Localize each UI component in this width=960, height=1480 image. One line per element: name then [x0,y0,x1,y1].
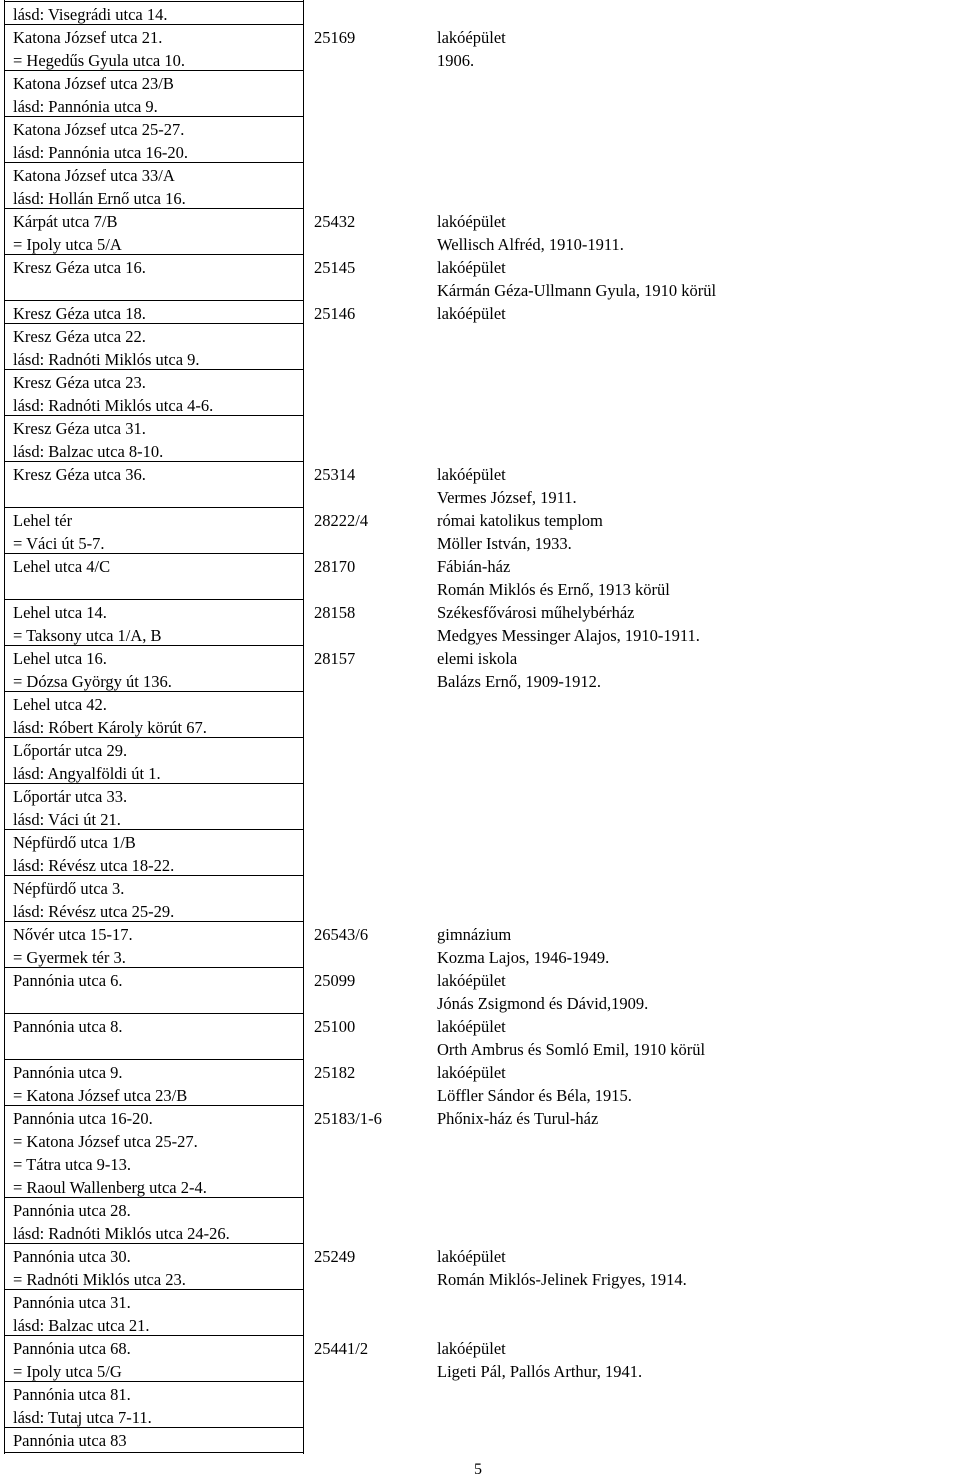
description-cell [437,26,957,72]
description-cell [437,509,957,555]
building-type: lakóépület [437,258,506,277]
address-line: Kresz Géza utca 22. [13,327,146,346]
table-row [0,26,960,72]
table-row [0,417,960,463]
registry-id-cell [314,1337,434,1360]
address-line: lásd: Váci út 21. [13,810,121,829]
architect-and-date: Kármán Géza-Ullmann Gyula, 1910 körül [437,281,717,300]
registry-id-cell [314,256,434,279]
registry-id-cell [314,302,434,325]
address-line: Lehel utca 14. [13,603,107,622]
table-row [0,831,960,877]
table-row [0,555,960,601]
row-separator [4,1243,303,1244]
table-row [0,785,960,831]
address-cell [13,26,301,72]
address-line: = Ipoly utca 5/G [13,1362,122,1381]
registry-id [314,877,434,900]
registry-id [314,417,434,440]
architect-and-date: Vermes József, 1911. [437,488,577,507]
building-type: gimnázium [437,925,512,944]
registry-id-cell [314,1015,434,1038]
description-cell [437,302,957,325]
address-line: lásd: Balzac utca 21. [13,1316,150,1335]
registry-id: 25249 [314,1247,356,1266]
address-line: Nővér utca 15-17. [13,925,133,944]
address-cell [13,118,301,164]
description-cell [437,555,957,601]
address-cell [13,1199,301,1245]
row-separator [4,1197,303,1198]
registry-id-cell [314,1199,434,1222]
address-line: Katona József utca 25-27. [13,120,185,139]
table-row [0,371,960,417]
description-cell [437,1337,957,1383]
address-cell [13,1245,301,1291]
registry-id-cell [314,877,434,900]
table-row [0,1107,960,1199]
address-line: Kresz Géza utca 16. [13,258,146,277]
registry-id-cell [314,739,434,762]
row-separator [4,70,303,71]
table-row [0,1061,960,1107]
building-type: lakóépület [437,971,506,990]
address-cell [13,647,301,693]
address-cell [13,164,301,210]
address-cell [13,3,301,26]
registry-id-cell [314,647,434,670]
registry-id-cell [314,785,434,808]
registry-id [314,1291,434,1314]
address-line: = Taksony utca 1/A, B [13,626,162,645]
row-separator [4,254,303,255]
building-type: lakóépület [437,1247,506,1266]
table-row [0,647,960,693]
row-separator [4,1335,303,1336]
address-line: Kresz Géza utca 23. [13,373,146,392]
registry-id-cell [314,601,434,624]
address-line: Kresz Géza utca 36. [13,465,146,484]
address-cell [13,1061,301,1107]
registry-id: 26543/6 [314,925,369,944]
building-type: lakóépület [437,28,506,47]
address-line: Katona József utca 21. [13,28,163,47]
building-type: lakóépület [437,1063,506,1082]
description-cell [437,923,957,969]
address-line: lásd: Radnóti Miklós utca 4-6. [13,396,214,415]
address-line: lásd: Angyalföldi út 1. [13,764,161,783]
address-line: Pannónia utca 6. [13,971,123,990]
registry-id [314,1383,434,1406]
address-line: lásd: Révész utca 18-22. [13,856,175,875]
address-cell [13,1015,301,1038]
row-separator [4,691,303,692]
address-line: Pannónia utca 81. [13,1385,131,1404]
address-cell [13,417,301,463]
table-row [0,3,960,26]
address-cell [13,1107,301,1199]
address-line: lásd: Pannónia utca 9. [13,97,158,116]
registry-id-cell [314,118,434,141]
address-cell [13,302,301,325]
registry-id-cell [314,1245,434,1268]
table-row [0,693,960,739]
registry-id [314,785,434,808]
row-separator [4,162,303,163]
address-line: Pannónia utca 31. [13,1293,131,1312]
table-row [0,923,960,969]
registry-id: 25100 [314,1017,356,1036]
architect-and-date: Löffler Sándor és Béla, 1915. [437,1086,632,1105]
table-row [0,72,960,118]
address-line: Lehel utca 16. [13,649,107,668]
registry-id: 25183/1-6 [314,1109,382,1128]
registry-id-cell [314,1291,434,1314]
registry-id-cell [314,509,434,532]
registry-id: 28170 [314,557,356,576]
row-separator [4,116,303,117]
description-cell [437,210,957,256]
building-type: lakóépület [437,304,506,323]
address-line: Kresz Géza utca 18. [13,304,146,323]
registry-id-cell [314,3,434,26]
page-number: 5 [474,1461,482,1478]
address-line: lásd: Hollán Ernő utca 16. [13,189,186,208]
address-line: = Ipoly utca 5/A [13,235,122,254]
description-cell [437,463,957,509]
registry-id: 25099 [314,971,356,990]
address-cell [13,1383,301,1429]
address-cell [13,210,301,256]
table-row [0,256,960,302]
table-row [0,739,960,785]
address-line: Lőportár utca 33. [13,787,128,806]
address-line: = Gyermek tér 3. [13,948,126,967]
table-row [0,1015,960,1061]
address-line: = Hegedűs Gyula utca 10. [13,51,185,70]
row-separator [4,1289,303,1290]
address-line: lásd: Radnóti Miklós utca 9. [13,350,200,369]
architect-and-date: Kozma Lajos, 1946-1949. [437,948,610,967]
address-line: Katona József utca 33/A [13,166,175,185]
registry-id-cell [314,1429,434,1452]
row-separator [4,645,303,646]
building-type: Székesfővárosi műhelybérház [437,603,635,622]
building-type: elemi iskola [437,649,518,668]
description-cell [437,1107,957,1130]
address-line: = Raoul Wallenberg utca 2-4. [13,1178,207,1197]
registry-id: 28157 [314,649,356,668]
address-line: Pannónia utca 30. [13,1247,131,1266]
address-line: Pannónia utca 83 [13,1431,127,1450]
address-line: lásd: Pannónia utca 16-20. [13,143,189,162]
registry-id [314,371,434,394]
row-separator [4,300,303,301]
address-line: Lehel utca 4/C [13,557,111,576]
row-separator [4,24,303,25]
table-row [0,1337,960,1383]
registry-id [314,1199,434,1222]
address-line: Kresz Géza utca 31. [13,419,146,438]
table-row [0,164,960,210]
architect-and-date: Möller István, 1933. [437,534,572,553]
registry-id [314,831,434,854]
description-cell [437,969,957,1015]
registry-id [314,739,434,762]
registry-id [314,693,434,716]
row-separator [4,507,303,508]
registry-id-cell [314,417,434,440]
registry-id-cell [314,72,434,95]
row-separator [4,369,303,370]
table-row [0,877,960,923]
address-line: lásd: Balzac utca 8-10. [13,442,164,461]
registry-id-cell [314,325,434,348]
architect-and-date: Balázs Ernő, 1909-1912. [437,672,602,691]
address-line: = Radnóti Miklós utca 23. [13,1270,186,1289]
address-line: Lehel utca 42. [13,695,107,714]
address-line: = Váci út 5-7. [13,534,105,553]
table-row [0,1245,960,1291]
address-cell [13,693,301,739]
description-cell [437,647,957,693]
table-row [0,601,960,647]
address-cell [13,969,301,992]
table-bottom-border [4,1452,303,1453]
architect-and-date: Orth Ambrus és Somló Emil, 1910 körül [437,1040,706,1059]
address-cell [13,325,301,371]
description-cell [437,601,957,647]
address-cell [13,1429,301,1452]
registry-id-cell [314,210,434,233]
address-cell [13,72,301,118]
row-separator [4,829,303,830]
registry-id: 28222/4 [314,511,369,530]
building-type: római katolikus templom [437,511,603,530]
registry-id [314,72,434,95]
address-line: Népfürdő utca 1/B [13,833,136,852]
address-line: Kárpát utca 7/B [13,212,118,231]
architect-and-date: Wellisch Alfréd, 1910-1911. [437,235,624,254]
registry-id [314,118,434,141]
address-line: lásd: Révész utca 25-29. [13,902,175,921]
row-separator [4,967,303,968]
row-separator [4,875,303,876]
registry-id-cell [314,969,434,992]
registry-id: 25146 [314,304,356,323]
registry-id: 25182 [314,1063,356,1082]
architect-and-date: Medgyes Messinger Alajos, 1910-1911. [437,626,700,645]
architect-and-date: Román Miklós és Ernő, 1913 körül [437,580,670,599]
architect-and-date: Jónás Zsigmond és Dávid,1909. [437,994,649,1013]
description-cell [437,1061,957,1107]
address-cell [13,877,301,923]
address-line: Katona József utca 23/B [13,74,174,93]
description-cell [437,1015,957,1061]
table-row [0,210,960,256]
registry-id-cell [314,463,434,486]
address-line: Lőportár utca 29. [13,741,128,760]
registry-id-cell [314,26,434,49]
registry-id-cell [314,555,434,578]
address-cell [13,1337,301,1383]
address-line: = Tátra utca 9-13. [13,1155,132,1174]
address-line: Pannónia utca 16-20. [13,1109,153,1128]
registry-id-cell [314,923,434,946]
address-line: Pannónia utca 68. [13,1339,131,1358]
address-line: lásd: Visegrádi utca 14. [13,5,168,24]
table-row [0,1199,960,1245]
address-line: lásd: Tutaj utca 7-11. [13,1408,152,1427]
address-line: lásd: Róbert Károly körút 67. [13,718,207,737]
address-cell [13,831,301,877]
registry-id-cell [314,1107,434,1130]
registry-id-cell [314,1383,434,1406]
registry-id-cell [314,371,434,394]
architect-and-date: Ligeti Pál, Pallós Arthur, 1941. [437,1362,643,1381]
address-cell [13,739,301,785]
row-separator [4,783,303,784]
registry-id: 25145 [314,258,356,277]
row-separator [4,1,303,2]
address-cell [13,555,301,578]
row-separator [4,208,303,209]
address-line: Lehel tér [13,511,73,530]
address-cell [13,601,301,647]
registry-id [314,325,434,348]
row-separator [4,1427,303,1428]
address-line: Népfürdő utca 3. [13,879,125,898]
table-row [0,302,960,325]
registry-id: 25432 [314,212,356,231]
address-line: = Katona József utca 25-27. [13,1132,198,1151]
table-row [0,969,960,1015]
registry-id-cell [314,693,434,716]
address-cell [13,1291,301,1337]
building-type: lakóépület [437,1017,506,1036]
building-type: Phőnix-ház és Turul-ház [437,1109,599,1128]
row-separator [4,323,303,324]
registry-id: 25169 [314,28,356,47]
row-separator [4,1105,303,1106]
registry-id: 25314 [314,465,356,484]
building-type: lakóépület [437,465,506,484]
address-line: Pannónia utca 9. [13,1063,123,1082]
table-row [0,463,960,509]
description-cell [437,1245,957,1291]
address-cell [13,256,301,279]
address-line: = Katona József utca 23/B [13,1086,188,1105]
address-line: = Dózsa György út 136. [13,672,172,691]
registry-id [314,1429,434,1452]
row-separator [4,737,303,738]
address-cell [13,785,301,831]
table-row [0,509,960,555]
address-line: Pannónia utca 28. [13,1201,131,1220]
address-line: Pannónia utca 8. [13,1017,123,1036]
row-separator [4,1381,303,1382]
row-separator [4,599,303,600]
table-row [0,1291,960,1337]
table-row [0,1383,960,1429]
row-separator [4,921,303,922]
table-row [0,118,960,164]
row-separator [4,1013,303,1014]
building-type: lakóépület [437,212,506,231]
address-cell [13,509,301,555]
table-row [0,325,960,371]
building-type: lakóépület [437,1339,506,1358]
table-row [0,1429,960,1452]
registry-id [314,3,434,26]
registry-id-cell [314,1061,434,1084]
architect-and-date: Román Miklós-Jelinek Frigyes, 1914. [437,1270,687,1289]
address-cell [13,463,301,486]
registry-id-cell [314,164,434,187]
description-cell [437,256,957,302]
row-separator [4,461,303,462]
row-separator [4,553,303,554]
row-separator [4,415,303,416]
registry-id-cell [314,831,434,854]
registry-id: 25441/2 [314,1339,369,1358]
address-line: lásd: Radnóti Miklós utca 24-26. [13,1224,230,1243]
building-type: Fábián-ház [437,557,511,576]
registry-id: 28158 [314,603,356,622]
row-separator [4,1059,303,1060]
architect-and-date: 1906. [437,51,475,70]
address-cell [13,371,301,417]
registry-id [314,164,434,187]
address-cell [13,923,301,969]
